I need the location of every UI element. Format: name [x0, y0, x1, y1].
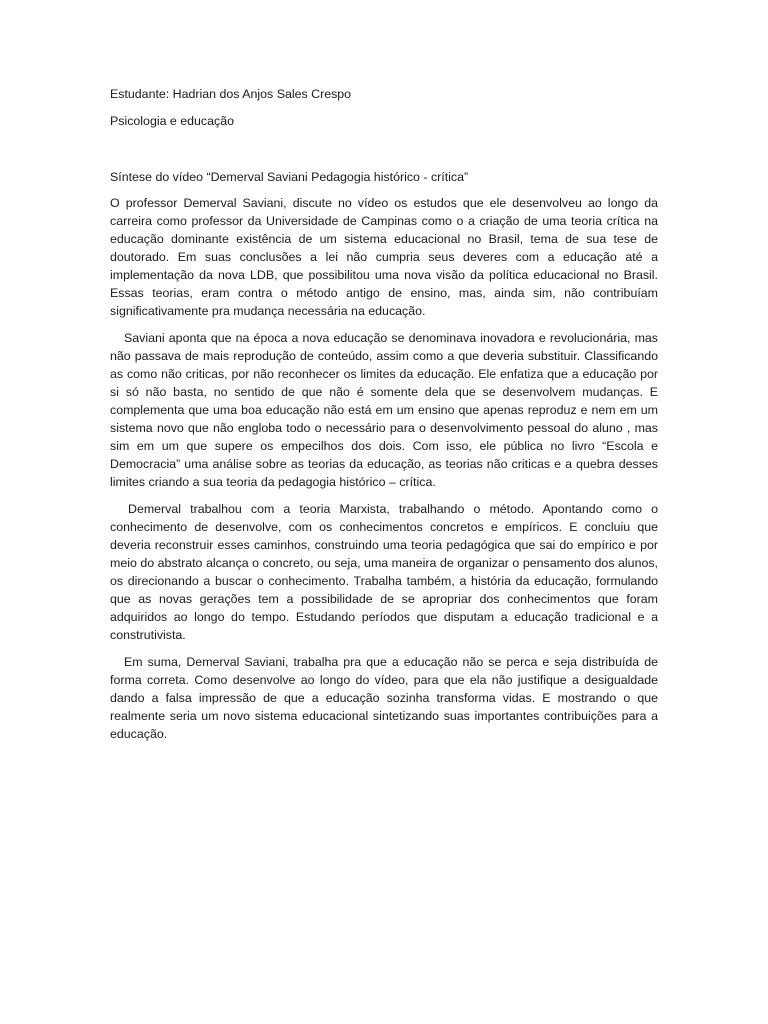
document-title: Síntese do vídeo “Demerval Saviani Pedagogia histórico - crítica”	[110, 170, 469, 184]
student-name-line: Estudante: Hadrian dos Anjos Sales Crespo	[110, 87, 352, 101]
paragraph-3: Demerval trabalhou com a teoria Marxista, trabalhando o método. Apontando como o conhecimento de desenvolve, com os conhecimentos concretos e empíricos. E concluiu que deveria reconstruir esses caminhos, construindo uma teoria pedagógica que sai do empírico e por meio do abstrato alcança o concreto, ou seja, uma maneira de organizar o pensamento dos alunos, os direcionando a buscar o conhecimento. Trabalha também, a história da educação, formulando que as novas gerações tem a possibilidade de se apropriar dos conhecimentos que foram adquiridos ao longo do tempo. Estudando períodos que disputam a educação tradicional e a construtivista.	[110, 502, 658, 642]
paragraph-1: O professor Demerval Saviani, discute no vídeo os estudos que ele desenvolveu ao longo da carreira como professor da Universidade de Campinas como o a criação de uma teoria crítica na educação dominante existência de um sistema educacional no Brasil, tema de sua tese de doutorado. Em suas conclusões a lei não cumpria seus deveres com a educação até a implementação da nova LDB, que possibilitou uma nova visão da política educacional no Brasil. Essas teorias, eram contra o método antigo de ensino, mas, ainda sim, não contribuíam significativamente pra mudança necessária na educação.	[110, 196, 658, 318]
paragraph-4: Em suma, Demerval Saviani, trabalha pra que a educação não se perca e seja distribuída de forma correta. Como desenvolve ao longo do vídeo, para que ela não justifique a desigualdade dando a falsa impressão de que a educação sozinha transforma vidas. E mostrando o que realmente seria um novo sistema educacional sintetizando suas importantes contribuições para a educação.	[110, 655, 658, 741]
paragraph-2: Saviani aponta que na época a nova educação se denominava inovadora e revolucionária, mas não passava de mais reprodução de conteúdo, assim como a que deveria substituir. Classificando as como não criticas, por não reconhecer os limites da educação. Ele enfatiza que a educação por si só não basta, no sentido de que não é somente dela que se desenvolvem mudanças. E complementa que uma boa educação não está em um ensino que apenas reproduz e nem em um sistema novo que não engloba todo o necessário para o desenvolvimento pessoal do aluno , mas sim em um que supere os empecilhos dos dois. Com isso, ele pública no livro “Escola e Democracia” uma análise sobre as teorias da educação, as teorias não criticas e a quebra desses limites criando a sua teoria da pedagogia histórico – crítica.	[110, 331, 658, 489]
document-body	[110, 85, 658, 752]
course-line: Psicologia e educação	[110, 114, 234, 128]
